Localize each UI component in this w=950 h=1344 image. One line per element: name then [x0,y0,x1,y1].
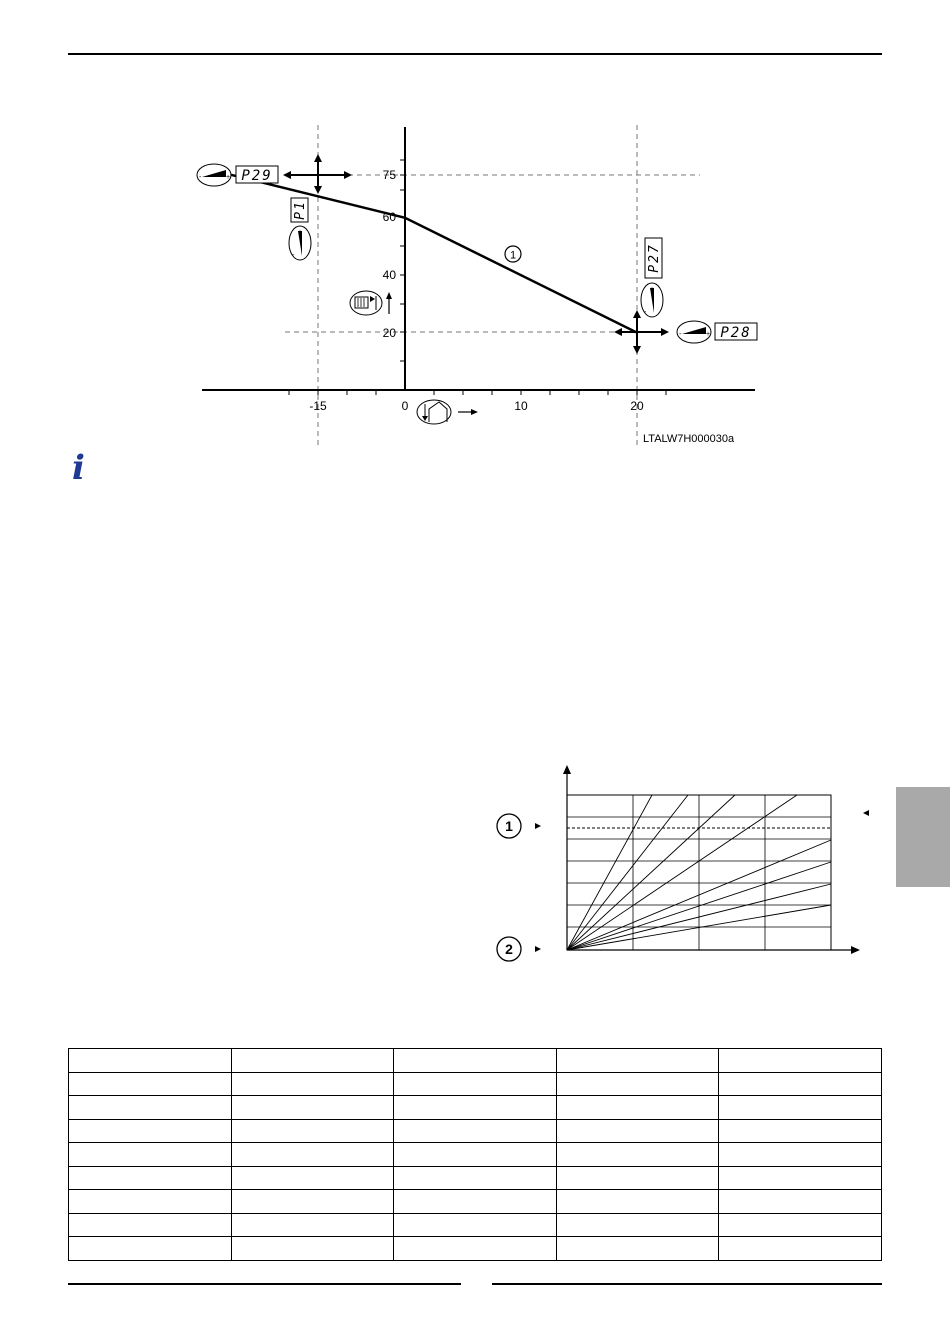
right-pointer [863,810,869,816]
info-icon: i [72,448,85,488]
adjust-arrows-right [614,310,669,354]
outdoor-temperature-icon [417,400,451,424]
param-p28-label: P28 [720,325,752,341]
table-cell [69,1143,232,1167]
table-row [69,1119,882,1143]
y-axis-direction-arrow [386,292,392,314]
table-cell [231,1190,394,1214]
table-cell [69,1166,232,1190]
table-cell [69,1072,232,1096]
table-cell [394,1119,557,1143]
param-p27-label: P27 [647,243,662,273]
table-row [69,1213,882,1237]
table-cell [69,1213,232,1237]
table-cell [69,1096,232,1120]
table-cell [556,1072,719,1096]
x-tick-label: -15 [309,399,327,413]
marker-1-label: 1 [505,818,513,834]
table-cell [231,1237,394,1261]
x-tick-label: 10 [514,399,528,413]
table-cell [231,1072,394,1096]
table-cell [394,1213,557,1237]
table-row [69,1166,882,1190]
footer-rule-left [68,1283,461,1285]
empty-table [68,1048,882,1261]
table-cell [394,1096,557,1120]
table-cell [69,1119,232,1143]
table-cell [394,1166,557,1190]
table-cell [556,1213,719,1237]
param-p1-label: P1 [293,200,308,220]
table-cell [719,1166,882,1190]
table-cell [556,1190,719,1214]
param-p29-label: P29 [241,168,273,184]
curve-family-figure [0,760,950,980]
table-cell [231,1166,394,1190]
table-cell [394,1049,557,1073]
x-axis-direction-arrow [458,409,478,415]
x-tick-label: 20 [630,399,644,413]
table-cell [556,1096,719,1120]
figure-code: LTALW7H000030a [643,433,735,445]
x-tick-label: 0 [401,399,409,413]
heating-curve-figure [0,0,950,450]
table-row [69,1096,882,1120]
marker-2-label: 2 [505,941,513,957]
adjust-knob-icon [677,321,711,343]
svg-text:+: + [650,286,655,293]
marker-1-pointer [535,823,541,829]
table-cell [69,1049,232,1073]
svg-text:+: + [298,229,303,236]
table-row [69,1072,882,1096]
footer-rule-right [492,1283,882,1285]
svg-text:-: - [679,331,682,338]
table-cell [231,1096,394,1120]
table-row [69,1237,882,1261]
table-cell [556,1143,719,1167]
table-row [69,1190,882,1214]
table-cell [231,1049,394,1073]
table-cell [69,1190,232,1214]
table-cell [394,1190,557,1214]
table-cell [69,1237,232,1261]
table-row [69,1049,882,1073]
svg-text:+: + [706,331,711,338]
table-cell [556,1237,719,1261]
table-cell [231,1213,394,1237]
table-cell [719,1096,882,1120]
table-cell [719,1190,882,1214]
table-cell [556,1119,719,1143]
y-tick-label: 40 [382,268,396,282]
table-cell [719,1213,882,1237]
marker-2-pointer [535,946,541,952]
y-tick-label: 20 [382,326,396,340]
curve-marker-label: 1 [509,249,517,262]
y-tick-label: 75 [382,168,396,182]
table-cell [556,1049,719,1073]
grid-lines [567,795,831,950]
table-cell [719,1237,882,1261]
table-cell [719,1119,882,1143]
table-cell [719,1072,882,1096]
table-cell [394,1143,557,1167]
table-row [69,1143,882,1167]
svg-text:-: - [292,252,295,259]
y-tick-label: 60 [382,210,396,224]
table-cell [231,1119,394,1143]
adjust-knob-icon [197,164,231,186]
table-cell [394,1237,557,1261]
svg-text:+: + [226,174,231,181]
adjust-knob-icon [289,226,311,260]
table-cell [394,1072,557,1096]
table-cell [556,1166,719,1190]
table-cell [719,1143,882,1167]
adjust-knob-icon [641,283,663,317]
adjust-arrows-left [283,154,352,194]
table-cell [719,1049,882,1073]
svg-text:-: - [644,309,647,316]
heating-water-temperature-icon [350,291,382,315]
table-cell [231,1143,394,1167]
svg-text:-: - [199,174,202,181]
section-tab [896,787,950,887]
